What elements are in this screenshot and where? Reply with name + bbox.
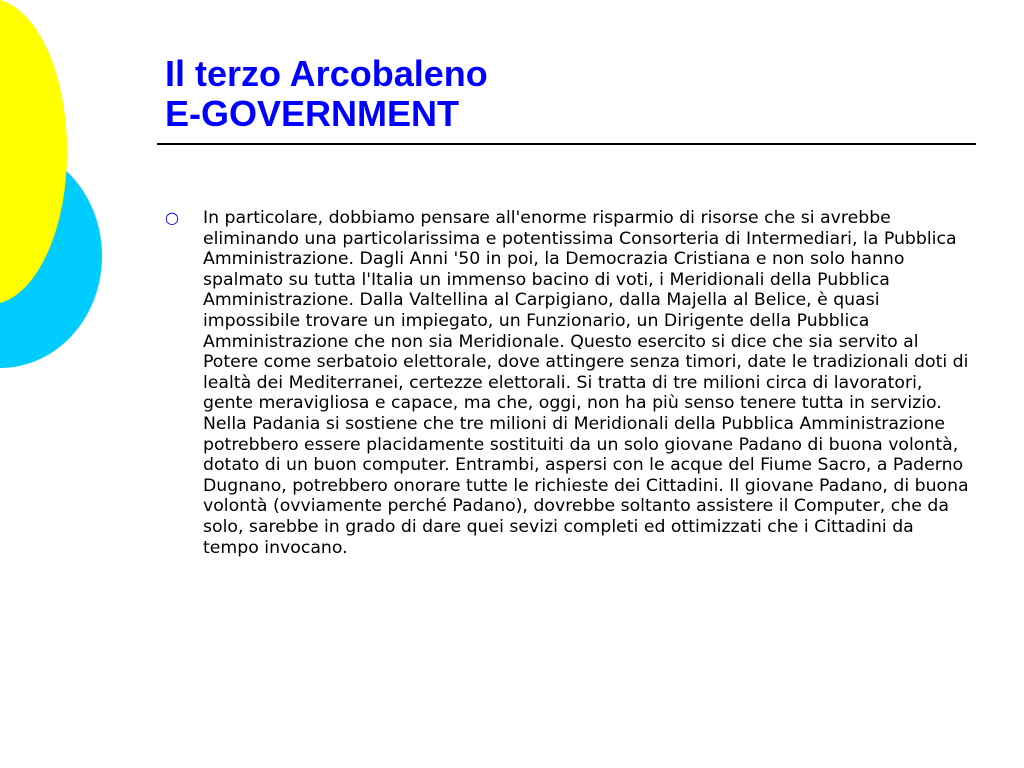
bullet-text: In particolare, dobbiamo pensare all'enorme risparmio di risorse che si avrebbe eliminando una particolarissima e potentissima Consorteria di Intermediari, la Pubblica Amministrazione. Dagli Anni '50 in poi, la Democrazia Cristiana e non solo hanno spalmato su tutta l'Italia un immenso bacino di voti, i Meridionali della Pubblica Amministrazione. Dalla Valtellina al Carpigiano, dalla Majella al Belice, è quasi impossibile trovare un impiegato, un Funzionario, un Dirigente della Pubblica Amministrazione che non sia Meridionale. Questo esercito si dice che sia servito al Potere come serbatoio elettorale, dove attingere senza timori, date le tradizionali doti di lealtà dei Mediterranei, certezze elettorali. Si tratta di tre milioni circa di lavoratori, gente meravigliosa e capace, ma che, oggi, non ha più senso tenere tutta in servizio. Nella Padania si sostiene che tre milioni di Meridionali della Pubblica Amministrazione potrebbero essere placidamente sostituiti da un solo giovane Padano di buona volontà, dotato di un buon computer. Entrambi, aspersi con le acque del Fiume Sacro, a Paderno Dugnano, potrebbero onorare tutte le richieste dei Cittadini. Il giovane Padano, di buona volontà (ovviamente perché Padano), dovrebbe soltanto assistere il Computer, che da solo, sarebbe in grado di dare quei sevizi completi ed ottimizzati che i Cittadini da tempo invocano. <box>203 208 969 558</box>
slide-title <box>165 54 488 134</box>
slide-title-line-1: Il terzo Arcobaleno <box>165 53 488 94</box>
bullet-item <box>165 208 970 558</box>
slide-title-line-2: E-GOVERNMENT <box>165 93 460 134</box>
decorative-circles <box>0 0 110 380</box>
bullet-list <box>165 208 970 558</box>
title-underline-rule <box>157 143 976 145</box>
hollow-circle-bullet-icon: ○ <box>165 208 179 227</box>
